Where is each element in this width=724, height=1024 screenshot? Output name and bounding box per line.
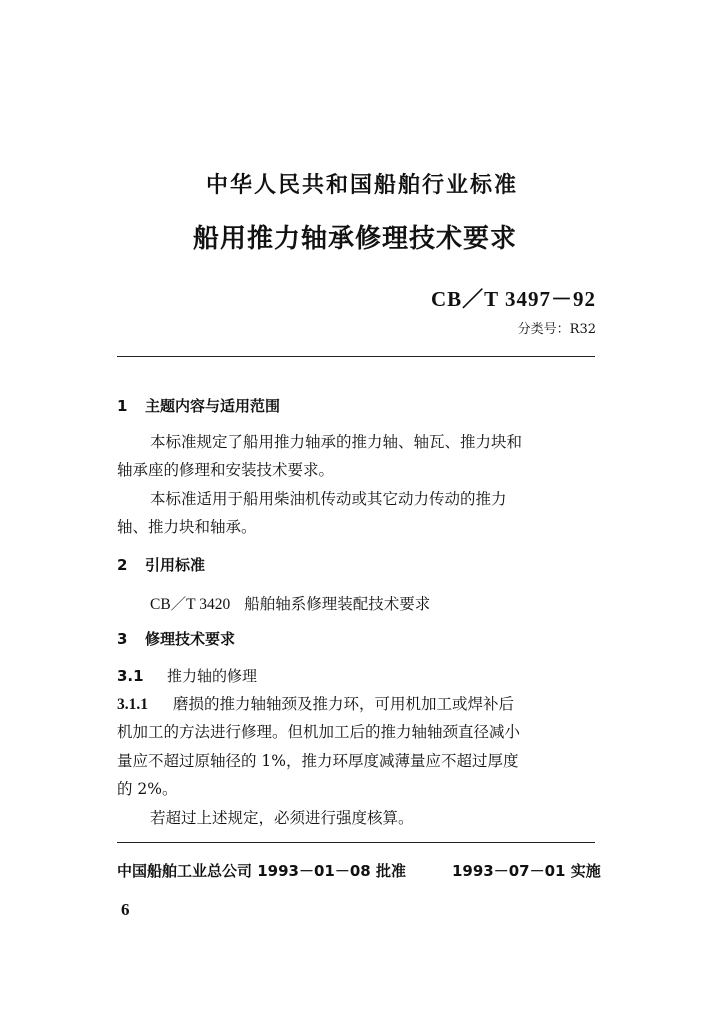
section-3-1-title: 推力轴的修理 (167, 667, 258, 685)
section-1-para2-line1: 本标准适用于船用柴油机传动或其它动力传动的推力 (150, 490, 507, 508)
standard-category: 中华人民共和国船舶行业标准 (205, 173, 518, 198)
section-1-number: 1 (117, 397, 128, 415)
section-3-1-heading (117, 665, 257, 686)
section-1-title: 主题内容与适用范围 (145, 397, 281, 415)
section-3-1-1-number: 3.1.1 (117, 696, 148, 713)
section-1-para2-line2: 轴、推力块和轴承。 (117, 518, 257, 536)
section-3-title: 修理技术要求 (145, 630, 236, 648)
section-3-number: 3 (117, 630, 128, 648)
approval-info: 中国船舶工业总公司 1993－01－08 批准 (117, 862, 406, 880)
section-3-1-1-line3: 量应不超过原轴径的 1%，推力环厚度减薄量应不超过厚度 (117, 752, 519, 770)
section-3-heading (117, 628, 235, 649)
section-1-heading (117, 395, 280, 416)
page-number: 6 (121, 900, 130, 919)
section-2-heading (117, 554, 205, 575)
section-3-1-1-line4: 的 2%。 (117, 780, 178, 798)
section-3-1-1-text-line1: 磨损的推力轴轴颈及推力环，可用机加工或焊补后 (173, 695, 515, 713)
section-1-para1-line1: 本标准规定了船用推力轴承的推力轴、轴瓦、推力块和 (150, 433, 523, 451)
section-1-para1-line2: 轴承座的修理和安装技术要求。 (117, 461, 335, 479)
document-title: 船用推力轴承修理技术要求 (192, 224, 517, 254)
reference-title: 船舶轴系修理装配技术要求 (244, 595, 431, 613)
section-3-1-1-line2: 机加工的方法进行修理。但机加工后的推力轴轴颈直径减小 (117, 723, 521, 741)
header-divider (117, 356, 595, 357)
section-3-1-1-line1 (117, 692, 514, 714)
implementation-date: 1993－07－01 实施 (452, 862, 601, 880)
reference-standard (150, 592, 430, 614)
section-2-title: 引用标准 (145, 556, 206, 574)
classification-number: 分类号：R32 (517, 322, 596, 337)
section-3-1-number: 3.1 (117, 667, 144, 685)
standard-code: CB／T 3497－92 (430, 287, 596, 311)
reference-code: CB／T 3420 (150, 596, 231, 613)
section-3-1-1-line5: 若超过上述规定，必须进行强度核算。 (150, 809, 414, 827)
footer-divider (117, 842, 595, 843)
section-2-number: 2 (117, 556, 128, 574)
